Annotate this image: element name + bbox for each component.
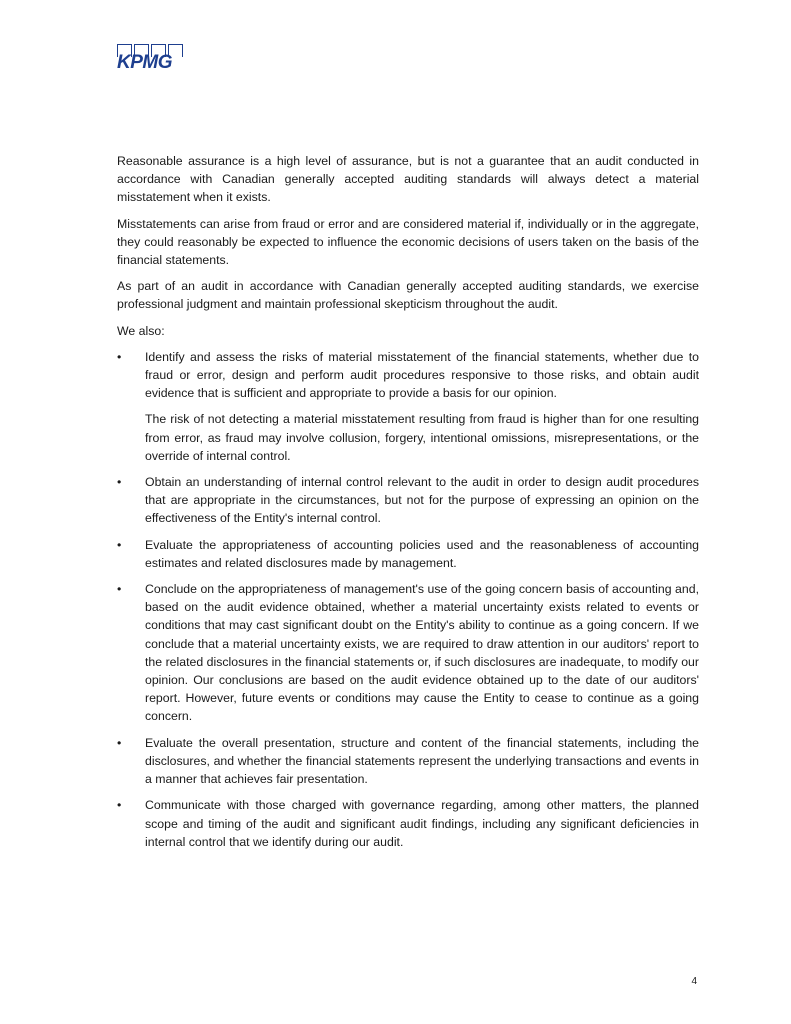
list-item-text: Conclude on the appropriateness of management's use of the going concern basis of accounting and, based on the audit evidence obtained, whether a material uncertainty exists related to events or conditions that may cast significant doubt on the Entity's ability to continue as a going concern. If we conclude that a material uncertainty exists, we are required to draw attention in our auditors' report to the related disclosures in the financial statements or, if such disclosures are inadequate, to modify our opinion. Our conclusions are based on the audit evidence obtained up to the date of our auditors' report. However, future events or conditions may cause the Entity to cease to continue as a going concern. bbox=[145, 582, 699, 724]
paragraph-audit-judgment: As part of an audit in accordance with Canadian generally accepted auditing standards, we exercise professional judgment and maintain professional skepticism throughout the audit. bbox=[117, 279, 699, 312]
list-item-text: Identify and assess the risks of material misstatement of the financial statements, whether due to fraud or error, design and perform audit procedures responsive to those risks, and obtain audit evidence that is sufficient and appropriate to provide a basis for our opinion. bbox=[145, 349, 699, 401]
list-item bbox=[117, 796, 699, 851]
bullet-icon: • bbox=[117, 582, 122, 597]
paragraph-we-also: We also: bbox=[117, 323, 165, 338]
bullet-icon: • bbox=[117, 349, 122, 364]
bullet-icon: • bbox=[117, 798, 122, 813]
list-item bbox=[117, 473, 699, 528]
list-item bbox=[117, 734, 699, 789]
list-item bbox=[117, 536, 699, 572]
list-item-subparagraph: The risk of not detecting a material misstatement resulting from fraud is higher than for one resulting from error, as fraud may involve collusion, forgery, intentional omissions, misrepresentations, or the override of internal control. bbox=[145, 412, 699, 463]
paragraph-reasonable-assurance: Reasonable assurance is a high level of assurance, but is not a guarantee that an audit conducted in accordance with Canadian generally accepted auditing standards will always detect a material misstatement when it exists. bbox=[117, 154, 699, 205]
bullet-icon: • bbox=[117, 475, 122, 490]
list-item bbox=[117, 348, 699, 465]
list-item bbox=[117, 580, 699, 726]
audit-responsibilities-list bbox=[117, 348, 699, 851]
list-item-text: Communicate with those charged with governance regarding, among other matters, the planned scope and timing of the audit and significant audit findings, including any significant deficiencies in internal control that we identify during our audit. bbox=[145, 798, 699, 849]
kpmg-logo bbox=[117, 44, 185, 76]
list-item-text: Evaluate the overall presentation, structure and content of the financial statements, including the disclosures, and whether the financial statements represent the underlying transactions and events in a manner that achieves fair presentation. bbox=[145, 735, 699, 787]
bullet-icon: • bbox=[117, 735, 122, 750]
page-number: 4 bbox=[691, 976, 697, 987]
bullet-icon: • bbox=[117, 537, 122, 552]
paragraph-misstatements: Misstatements can arise from fraud or error and are considered material if, individually or in the aggregate, they could reasonably be expected to influence the economic decisions of users taken on the basis of the financial statements. bbox=[117, 216, 699, 268]
list-item-text: Evaluate the appropriateness of accounting policies used and the reasonableness of accounting estimates and related disclosures made by management. bbox=[145, 537, 699, 570]
list-item-text: Obtain an understanding of internal control relevant to the audit in order to design audit procedures that are appropriate in the circumstances, but not for the purpose of expressing an opinion on the effectiveness of the Entity's internal control. bbox=[145, 475, 699, 526]
document-body bbox=[117, 152, 699, 859]
logo-wordmark: KPMG bbox=[117, 52, 172, 73]
